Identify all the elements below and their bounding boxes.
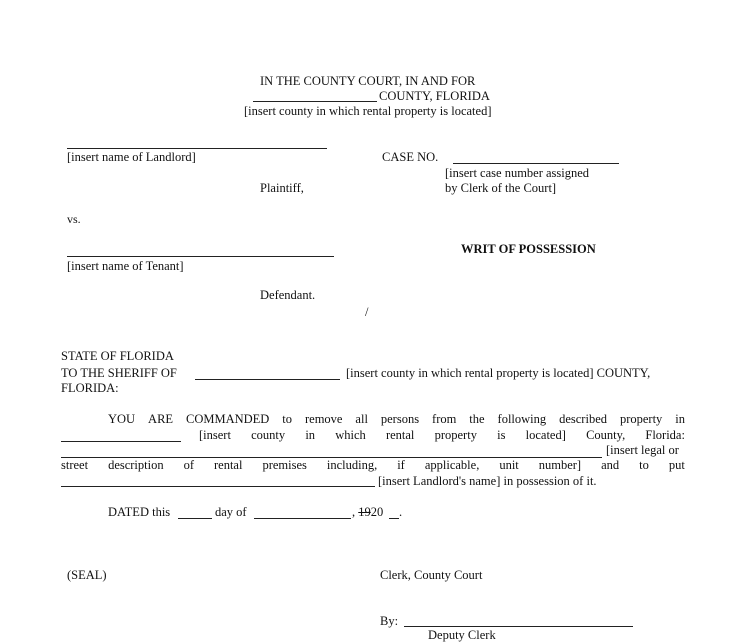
body-word: [insert <box>199 428 231 442</box>
sheriff-county-line <box>195 379 340 380</box>
body-line-3: [insert legal or <box>606 443 679 457</box>
body-word: is <box>497 428 506 442</box>
document-title: WRIT OF POSSESSION <box>461 242 596 256</box>
address-county-hint: [insert county in which rental property is located] COUNTY, <box>346 366 651 380</box>
body-line-5: [insert Landlord's name] in possession of it. <box>378 474 597 488</box>
landlord-placeholder: [insert name of Landlord] <box>67 150 196 164</box>
body-word: rental <box>214 458 243 472</box>
address-florida: FLORIDA: <box>61 381 119 395</box>
body-word: YOU <box>108 412 136 426</box>
seal-label: (SEAL) <box>67 568 107 582</box>
date-year <box>352 505 383 520</box>
case-no-label: CASE NO. <box>382 150 439 164</box>
body-word: put <box>668 458 685 472</box>
body-word: ARE <box>148 412 174 426</box>
body-line-1 <box>108 412 685 427</box>
defendant-label: Defendant. <box>260 288 316 302</box>
body-word: description <box>108 458 164 472</box>
body-word: street <box>61 458 89 472</box>
landlord-name-line <box>67 148 327 149</box>
body-word: the <box>469 412 485 426</box>
address-state: STATE OF FLORIDA <box>61 349 174 363</box>
body-word: Florida: <box>645 428 685 442</box>
body-word: premises <box>262 458 307 472</box>
body-word: and <box>601 458 620 472</box>
body-word: of <box>183 458 195 472</box>
date-period: . <box>399 505 403 519</box>
dated-label: DATED this <box>108 505 171 519</box>
month-blank-line <box>254 518 351 519</box>
body-word: all <box>355 412 368 426</box>
body-word: including, <box>326 458 378 472</box>
body-word: unit <box>499 458 519 472</box>
body-word: described <box>559 412 607 426</box>
body-word: applicable, <box>424 458 480 472</box>
year-value: 20 <box>370 505 384 519</box>
body-word: property <box>619 412 663 426</box>
county-blank-line <box>253 101 377 102</box>
body-word: remove <box>304 412 343 426</box>
address-sheriff: TO THE SHERIFF OF <box>61 366 177 380</box>
body-word: in <box>675 412 685 426</box>
body-word: from <box>432 412 457 426</box>
body-word: number] <box>538 458 582 472</box>
day-of-label: day of <box>215 505 247 519</box>
deputy-clerk-label: Deputy Clerk <box>428 628 496 642</box>
body-county-line <box>61 441 181 442</box>
plaintiff-label: Plaintiff, <box>260 181 304 195</box>
tenant-placeholder: [insert name of Tenant] <box>67 259 184 273</box>
court-header-line3: [insert county in which rental property is located] <box>244 104 492 118</box>
case-hint-1: [insert case number assigned <box>445 166 590 180</box>
body-word: property <box>434 428 477 442</box>
body-word: to <box>282 412 293 426</box>
year-blank-line <box>389 518 399 519</box>
body-line-2 <box>199 428 685 443</box>
body-word: COMMANDED <box>186 412 270 426</box>
by-label: By: <box>380 614 399 628</box>
signature-line <box>404 626 633 627</box>
clerk-label: Clerk, County Court <box>380 568 483 582</box>
body-word: County, <box>586 428 626 442</box>
tenant-name-line <box>67 256 334 257</box>
case-hint-2: by Clerk of the Court] <box>445 181 557 195</box>
court-header-line1: IN THE COUNTY COURT, IN AND FOR <box>260 74 476 88</box>
day-blank-line <box>178 518 212 519</box>
body-word: following <box>497 412 547 426</box>
caption-slash: / <box>365 305 369 319</box>
body-word: located] <box>525 428 566 442</box>
date-comma: , <box>352 505 356 519</box>
body-word: rental <box>385 428 415 442</box>
body-word: if <box>397 458 405 472</box>
body-landlord-line <box>61 486 375 487</box>
body-word: which <box>335 428 366 442</box>
body-word: county <box>251 428 286 442</box>
body-line-4 <box>61 458 685 473</box>
court-header-line2: COUNTY, FLORIDA <box>379 89 490 103</box>
case-no-line <box>453 163 619 164</box>
year-struck: 19 <box>358 505 371 519</box>
body-word: in <box>305 428 316 442</box>
vs-label: vs. <box>67 212 81 226</box>
body-word: persons <box>380 412 420 426</box>
body-word: to <box>639 458 649 472</box>
